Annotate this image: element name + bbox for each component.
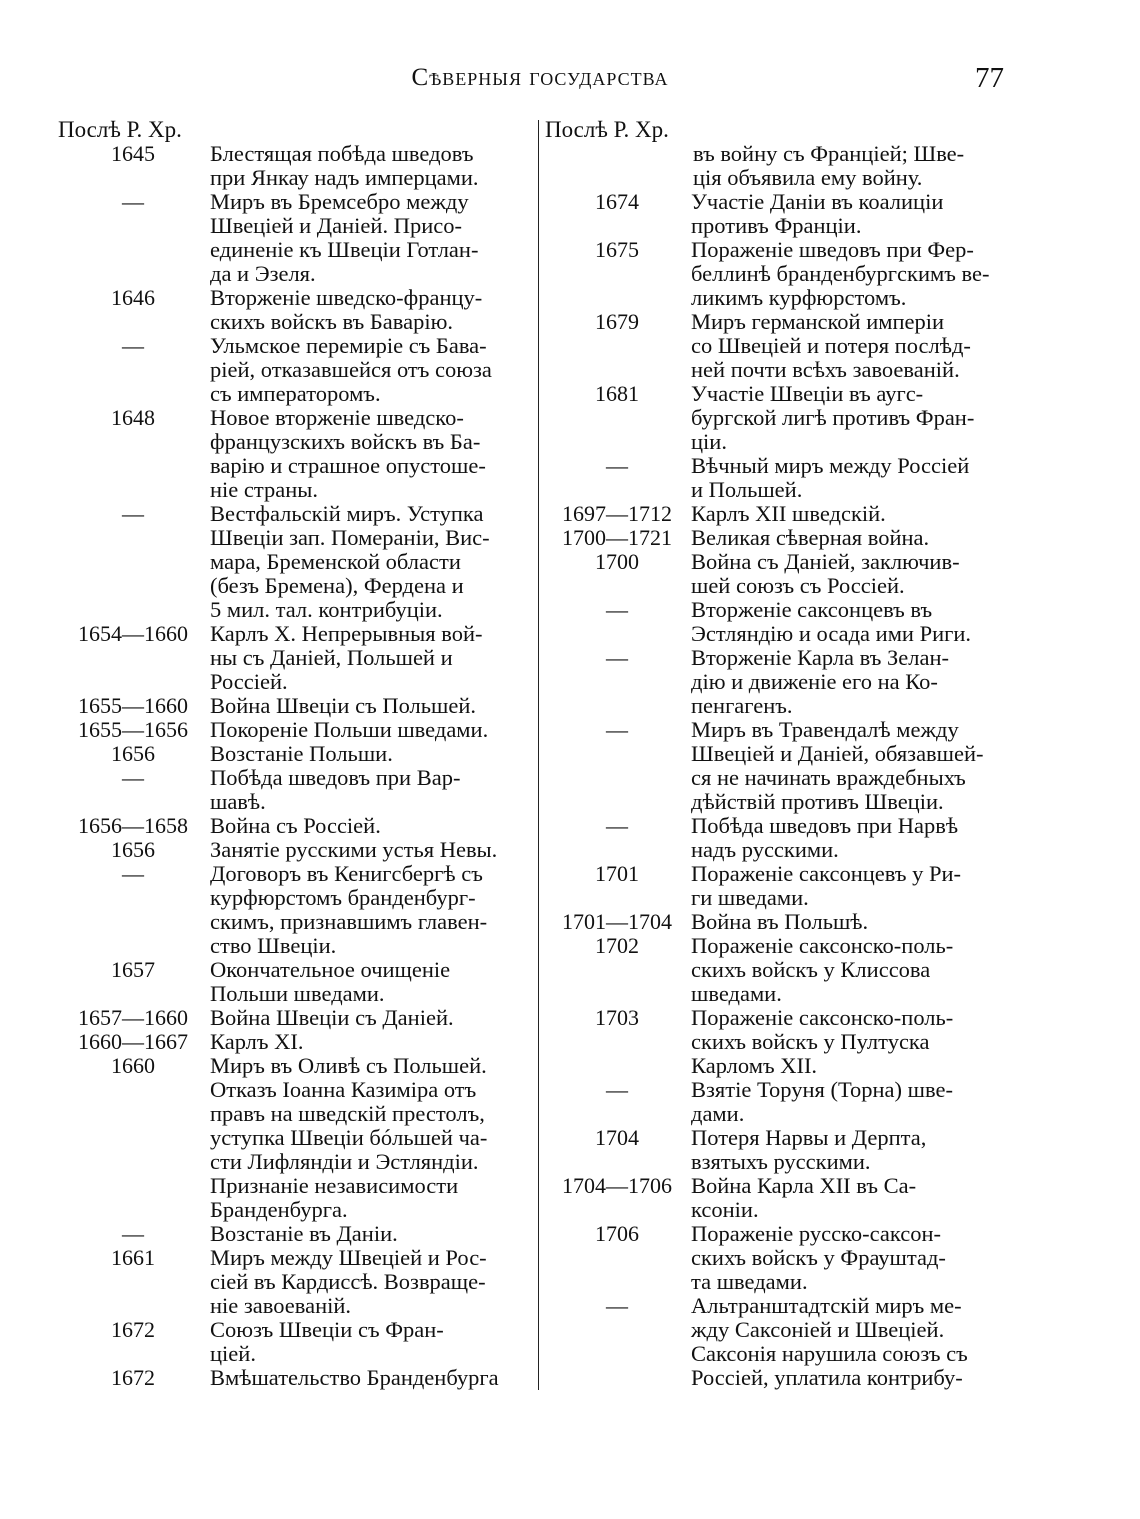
entry-text-line: со Швеціей и потеря послѣд- — [691, 333, 971, 358]
entry-date: 1657 — [111, 957, 155, 982]
chronology-entry — [58, 814, 536, 838]
entry-text-line: Побѣда шведовъ при Нарвѣ — [691, 813, 959, 838]
entry-text-line: Союзъ Швеціи съ Фран- — [210, 1317, 444, 1342]
entry-text — [689, 526, 1015, 550]
chronology-entry — [58, 862, 536, 958]
entry-text — [208, 1006, 536, 1030]
entry-text — [208, 766, 536, 814]
chronology-entry — [545, 526, 1015, 550]
entry-text-line: Миръ въ Бремсебро между — [210, 189, 469, 214]
entry-date: 1645 — [111, 141, 155, 166]
entry-text-line: беллинѣ бранденбургскимъ ве- — [691, 261, 990, 286]
entry-date: 1646 — [111, 285, 155, 310]
chronology-entry — [58, 766, 536, 814]
entry-text-line: Покореніе Польши шведами. — [210, 717, 489, 742]
entry-text-line: съ императоромъ. — [210, 381, 381, 406]
chronology-entry — [58, 1318, 536, 1366]
entry-date: 1701 — [595, 861, 639, 886]
entry-text — [208, 406, 536, 502]
right-column — [545, 118, 1015, 1390]
entry-date: 1648 — [111, 405, 155, 430]
entry-text — [689, 190, 1015, 238]
chronology-entry — [58, 718, 536, 742]
entry-text-line: ги шведами. — [691, 885, 809, 910]
entry-date: 1704 — [595, 1125, 639, 1150]
entry-text-line: Война съ Россіей. — [210, 813, 381, 838]
entry-date: 1654—1660 — [78, 621, 188, 646]
entry-date: 1679 — [595, 309, 639, 334]
entry-text-line: дѣйствій противъ Швеціи. — [691, 789, 944, 814]
entry-date: 1702 — [595, 933, 639, 958]
chronology-entry — [58, 1366, 536, 1390]
entry-date: 1672 — [111, 1317, 155, 1342]
entry-text-line: Война въ Польшѣ. — [691, 909, 869, 934]
entry-text — [689, 550, 1015, 598]
entry-text-line: Карломъ XII. — [691, 1053, 818, 1078]
left-column — [58, 118, 536, 1390]
entry-text — [208, 502, 536, 622]
chronology-entry — [545, 238, 1015, 310]
chronology-entry — [545, 1006, 1015, 1078]
chronology-entry — [58, 1006, 536, 1030]
left-column-heading: Послѣ Р. Хр. — [58, 117, 182, 142]
entry-text-line: скихъ войскъ у Клиссова — [691, 957, 931, 982]
entry-text-line: Война съ Даніей, заключив- — [691, 549, 960, 574]
entry-text-line: Отказъ Іоанна Казиміра отъ — [210, 1077, 477, 1102]
entry-text-line: правъ на шведскій престолъ, — [210, 1101, 485, 1126]
entry-text-line: Пораженіе саксонско-поль- — [691, 1005, 954, 1030]
entry-text — [208, 838, 536, 862]
entry-date: — — [606, 1077, 628, 1102]
entry-date: 1674 — [595, 189, 639, 214]
entry-date: 1656 — [111, 837, 155, 862]
entry-text-line: ціи. — [691, 429, 727, 454]
chronology-entry — [545, 1126, 1015, 1174]
entry-text — [208, 190, 536, 286]
entry-date: 1657—1660 — [78, 1005, 188, 1030]
entry-date: — — [122, 861, 144, 886]
entry-text-line: ство Швеціи. — [210, 933, 337, 958]
entry-text — [208, 1246, 536, 1318]
entry-text-line: скимъ, признавшимъ главен- — [210, 909, 488, 934]
entry-text — [208, 286, 536, 334]
entry-text — [208, 814, 536, 838]
entry-text-line: ніе страны. — [210, 477, 319, 502]
entry-text-line: Возстаніе Польши. — [210, 741, 393, 766]
entry-text-line: Занятіе русскими устья Невы. — [210, 837, 498, 862]
entry-text-line: варію и страшное опустоше- — [210, 453, 486, 478]
entry-text-line: скихъ войскъ въ Баварію. — [210, 309, 454, 334]
entry-text-line: ція объявила ему войну. — [693, 165, 923, 190]
entry-text-line: сти Лифляндіи и Эстляндіи. — [210, 1149, 479, 1174]
entry-text-line: Пораженіе саксонцевъ у Ри- — [691, 861, 962, 886]
chronology-entry — [58, 1222, 536, 1246]
entry-date: 1655—1656 — [78, 717, 188, 742]
entry-text-line: Миръ въ Травендалѣ между — [691, 717, 959, 742]
chronology-entry — [545, 910, 1015, 934]
entry-text — [689, 454, 1015, 502]
entry-text-line: Карлъ X. Непрерывныя вой- — [210, 621, 483, 646]
entry-text-line: Вмѣшательство Бранденбурга — [210, 1365, 499, 1390]
entry-text — [689, 910, 1015, 934]
chronology-entry — [58, 502, 536, 622]
entry-date: 1655—1660 — [78, 693, 188, 718]
right-column-heading: Послѣ Р. Хр. — [545, 117, 669, 142]
entry-text — [689, 814, 1015, 862]
entry-text-line: Вѣчный миръ между Россіей — [691, 453, 970, 478]
chronology-entry — [545, 1222, 1015, 1294]
entry-date: 1700 — [595, 549, 639, 574]
entry-text-line: Великая сѣверная война. — [691, 525, 930, 550]
chronology-entry — [58, 286, 536, 334]
entry-date: 1697—1712 — [562, 501, 672, 526]
entry-text-line: ріей, отказавшейся отъ союза — [210, 357, 492, 382]
entry-date: — — [122, 501, 144, 526]
chronology-entry — [545, 454, 1015, 502]
entry-text-line: Карлъ XII шведскій. — [691, 501, 886, 526]
left-entry-list — [58, 142, 536, 1390]
entry-text-line: Взятіе Торуня (Торна) шве- — [691, 1077, 953, 1102]
entry-text-line: скихъ войскъ у Фрауштад- — [691, 1245, 946, 1270]
entry-text-line: Швеціей и Даніей, обязавшей- — [691, 741, 984, 766]
entry-text-line: 5 мил. тал. контрибуціи. — [210, 597, 443, 622]
entry-text-line: Польши шведами. — [210, 981, 385, 1006]
entry-text-line: Ульмское перемиріе съ Бава- — [210, 333, 487, 358]
entry-date: 1656—1658 — [78, 813, 188, 838]
entry-text-line: Саксонія нарушила союзъ съ — [691, 1341, 968, 1366]
entry-text-line: скихъ войскъ у Пултуска — [691, 1029, 930, 1054]
entry-text — [689, 238, 1015, 310]
entry-text — [208, 334, 536, 406]
entry-text-line: Пораженіе шведовъ при Фер- — [691, 237, 974, 262]
chronology-entry — [58, 1246, 536, 1318]
entry-text-line: Карлъ XI. — [210, 1029, 304, 1054]
entry-text — [208, 622, 536, 694]
entry-text-line: пенгагенъ. — [691, 693, 793, 718]
entry-text — [208, 694, 536, 718]
entry-text — [208, 742, 536, 766]
continuation-text — [691, 142, 1015, 190]
entry-text-line: дами. — [691, 1101, 745, 1126]
entry-text-line: Побѣда шведовъ при Вар- — [210, 765, 461, 790]
chronology-entry — [545, 382, 1015, 454]
entry-date: 1703 — [595, 1005, 639, 1030]
entry-text-line: Швеціи зап. Помераніи, Вис- — [210, 525, 490, 550]
entry-date: 1700—1721 — [562, 525, 672, 550]
entry-text-line: шей союзъ съ Россіей. — [691, 573, 905, 598]
entry-text-line: ся не начинать враждебныхъ — [691, 765, 966, 790]
entry-text-line: ликимъ курфюрстомъ. — [691, 285, 907, 310]
entry-text-line: надъ русскими. — [691, 837, 839, 862]
right-continuation — [545, 142, 1015, 190]
entry-text-line: курфюрстомъ бранденбург- — [210, 885, 476, 910]
column-divider — [538, 120, 539, 1390]
entry-text — [689, 718, 1015, 814]
running-header-title: Сѣверныя государства — [411, 64, 669, 91]
chronology-entry — [58, 742, 536, 766]
entry-date: 1661 — [111, 1245, 155, 1270]
entry-text-line: ніе завоеваній. — [210, 1293, 352, 1318]
entry-text-line: Пораженіе русско-саксон- — [691, 1221, 941, 1246]
entry-text-line: Эстляндію и осада ими Риги. — [691, 621, 972, 646]
entry-date: — — [606, 717, 628, 742]
entry-text-line: взятыхъ русскими. — [691, 1149, 871, 1174]
entry-text — [689, 646, 1015, 718]
entry-text-line: Возстаніе въ Даніи. — [210, 1221, 398, 1246]
entry-text — [689, 1222, 1015, 1294]
entry-date: — — [122, 333, 144, 358]
entry-text-line: да и Эзеля. — [210, 261, 316, 286]
chronology-entry — [545, 814, 1015, 862]
entry-date: — — [122, 765, 144, 790]
chronology-entry — [545, 502, 1015, 526]
entry-text — [689, 1006, 1015, 1078]
entry-text-line: Миръ между Швеціей и Рос- — [210, 1245, 487, 1270]
entry-text — [689, 862, 1015, 910]
entry-text-line: ны съ Даніей, Польшей и — [210, 645, 453, 670]
chronology-entry — [545, 310, 1015, 382]
entry-text-line: (безъ Бремена), Фердена и — [210, 573, 464, 598]
entry-text-line: Новое вторженіе шведско- — [210, 405, 464, 430]
entry-text-line: Миръ въ Оливѣ съ Польшей. — [210, 1053, 487, 1078]
chronology-entry — [545, 1174, 1015, 1222]
entry-text-line: Вторженіе Карла въ Зелан- — [691, 645, 950, 670]
entry-text-line: Вторженіе саксонцевъ въ — [691, 597, 933, 622]
entry-date: — — [606, 597, 628, 622]
entry-text-line: Альтранштадтскій миръ ме- — [691, 1293, 962, 1318]
chronology-entry — [545, 934, 1015, 1006]
entry-text — [208, 1054, 536, 1222]
entry-text — [689, 598, 1015, 646]
chronology-entry — [58, 622, 536, 694]
entry-text-line: Договоръ въ Кенигсбергѣ съ — [210, 861, 483, 886]
entry-text-line: единеніе къ Швеціи Готлан- — [210, 237, 479, 262]
entry-text-line: Война Швеціи съ Даніей. — [210, 1005, 454, 1030]
entry-text-line: сіей въ Кардиссѣ. Возвраще- — [210, 1269, 486, 1294]
entry-date: 1704—1706 — [562, 1173, 672, 1198]
entry-text — [208, 718, 536, 742]
entry-text — [208, 1030, 536, 1054]
chronology-entry — [545, 598, 1015, 646]
entry-text-line: и Польшей. — [691, 477, 803, 502]
entry-text-line: Война Карла XII въ Са- — [691, 1173, 917, 1198]
entry-text — [689, 1126, 1015, 1174]
right-entry-list — [545, 190, 1015, 1390]
entry-text-line: Вторженіе шведско-францу- — [210, 285, 483, 310]
chronology-entry — [58, 694, 536, 718]
entry-text — [689, 310, 1015, 382]
entry-text — [689, 934, 1015, 1006]
chronology-entry — [545, 646, 1015, 718]
entry-text-line: шавѣ. — [210, 789, 266, 814]
entry-text — [689, 502, 1015, 526]
entry-text — [208, 1318, 536, 1366]
chronology-entry — [58, 334, 536, 406]
entry-text-line: противъ Франціи. — [691, 213, 862, 238]
entry-date: — — [122, 1221, 144, 1246]
entry-text-line: французскихъ войскъ въ Ба- — [210, 429, 481, 454]
chronology-entry — [545, 1294, 1015, 1390]
entry-text — [208, 142, 536, 190]
entry-date: 1681 — [595, 381, 639, 406]
entry-date: — — [606, 1293, 628, 1318]
entry-text-line: мара, Бременской области — [210, 549, 461, 574]
entry-text-line: шведами. — [691, 981, 782, 1006]
entry-date: — — [606, 453, 628, 478]
chronology-entry — [58, 838, 536, 862]
entry-text-line: въ войну съ Франціей; Шве- — [693, 141, 965, 166]
entry-text-line: Россіей. — [210, 669, 288, 694]
entry-text — [208, 958, 536, 1006]
entry-date: — — [606, 813, 628, 838]
entry-text — [689, 1294, 1015, 1390]
entry-text-line: та шведами. — [691, 1269, 808, 1294]
entry-date: — — [606, 645, 628, 670]
entry-text — [208, 1366, 536, 1390]
chronology-entry — [58, 406, 536, 502]
entry-date: — — [122, 189, 144, 214]
chronology-entry — [58, 142, 536, 190]
entry-text-line: при Янкау надъ имперцами. — [210, 165, 479, 190]
entry-text-line: Участіе Даніи въ коалиціи — [691, 189, 944, 214]
entry-text-line: Признаніе независимости — [210, 1173, 459, 1198]
entry-text-line: Швеціей и Даніей. Присо- — [210, 213, 462, 238]
chronology-entry — [58, 190, 536, 286]
entry-date: 1660 — [111, 1053, 155, 1078]
entry-text — [208, 1222, 536, 1246]
entry-text-line: ксоніи. — [691, 1197, 759, 1222]
chronology-entry — [545, 190, 1015, 238]
entry-text-line: Война Швеціи съ Польшей. — [210, 693, 477, 718]
chronology-entry — [545, 550, 1015, 598]
entry-text-line: Россіей, уплатила контрибу- — [691, 1365, 963, 1390]
entry-text-line: жду Саксоніей и Швеціей. — [691, 1317, 945, 1342]
entry-text-line: Окончательное очищеніе — [210, 957, 451, 982]
chronology-entry — [58, 1054, 536, 1222]
entry-text-line: Бранденбурга. — [210, 1197, 348, 1222]
entry-text-line: уступка Швеціи бóльшей ча- — [210, 1125, 488, 1150]
chronology-entry — [545, 718, 1015, 814]
entry-text — [208, 862, 536, 958]
chronology-entry — [58, 1030, 536, 1054]
entry-text-line: ней почти всѣхъ завоеваній. — [691, 357, 960, 382]
entry-text-line: Миръ германской имперіи — [691, 309, 945, 334]
entry-text-line: бургской лигѣ противъ Фран- — [691, 405, 975, 430]
entry-date: 1706 — [595, 1221, 639, 1246]
entry-date: 1701—1704 — [562, 909, 672, 934]
entry-text-line: Потеря Нарвы и Дерпта, — [691, 1125, 927, 1150]
entry-text-line: Блестящая побѣда шведовъ — [210, 141, 474, 166]
entry-date: 1660—1667 — [78, 1029, 188, 1054]
chronology-entry — [58, 958, 536, 1006]
entry-text-line: Пораженіе саксонско-поль- — [691, 933, 954, 958]
entry-text-line: дію и движеніе его на Ко- — [691, 669, 938, 694]
entry-text-line: Вестфальскій миръ. Уступка — [210, 501, 484, 526]
entry-date: 1675 — [595, 237, 639, 262]
page-number: 77 — [975, 62, 1004, 94]
entry-text — [689, 1174, 1015, 1222]
chronology-entry — [545, 1078, 1015, 1126]
entry-text — [689, 382, 1015, 454]
entry-date: 1656 — [111, 741, 155, 766]
entry-text-line: Участіе Швеціи въ аугс- — [691, 381, 924, 406]
entry-text-line: ціей. — [210, 1341, 256, 1366]
entry-date: 1672 — [111, 1365, 155, 1390]
chronology-entry — [545, 862, 1015, 910]
entry-text — [689, 1078, 1015, 1126]
